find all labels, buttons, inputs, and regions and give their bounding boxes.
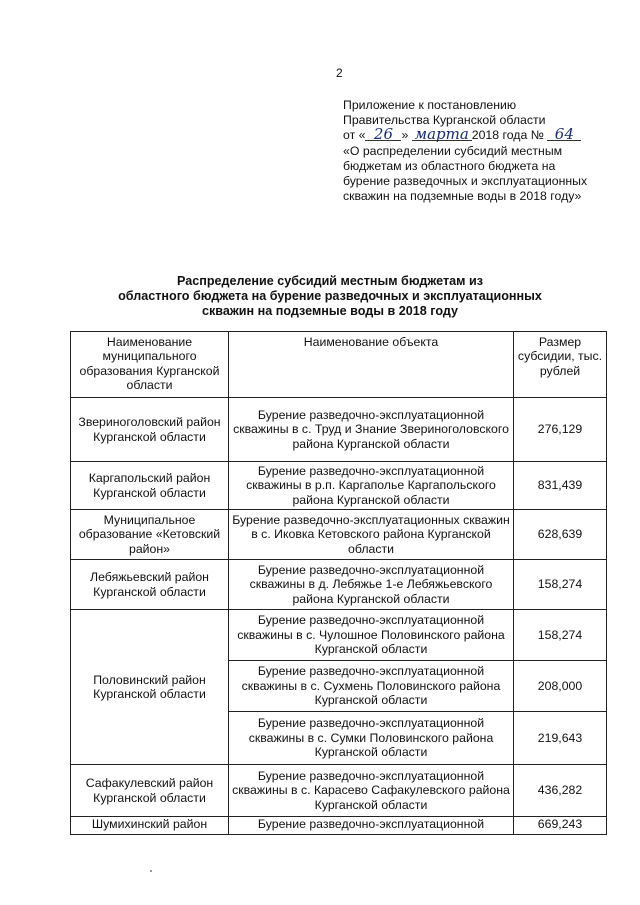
table-header-row: [71, 332, 607, 398]
table-row: [71, 817, 607, 835]
municipality-cell: Муниципальное образование «Кетовский район»: [71, 510, 229, 560]
amount-cell: 436,282: [514, 765, 607, 817]
municipality-cell: Половинский район Курганской области: [71, 610, 229, 765]
municipality-cell: Шумихинский район: [71, 817, 229, 835]
amount-cell: 208,000: [514, 661, 607, 712]
annex-line: Приложение к постановлению: [343, 98, 517, 112]
object-cell: Бурение разведочно-эксплуатационной скважины в с. Труд и Знание Звериноголовского района Курганской области: [229, 398, 514, 462]
municipality-cell: Лебяжьевский район Курганской области: [71, 560, 229, 610]
object-cell: Бурение разведочно-эксплуатационной: [229, 817, 514, 835]
annex-title-line: «О распределении субсидий местным: [343, 143, 563, 158]
municipality-cell: Каргапольский район Курганской области: [71, 462, 229, 510]
object-cell: Бурение разведочно-эксплуатационной скважины в д. Лебяжье 1-е Лебяжьевского района Курганской области: [229, 560, 514, 610]
header-object: Наименование объекта: [229, 332, 514, 398]
header-amount: Размер субсидии, тыс. рублей: [514, 332, 607, 398]
object-cell: Бурение разведочно-эксплуатационной скважины в р.п. Каргаполье Каргапольского района Курганской области: [229, 462, 514, 510]
page-number: 2: [336, 66, 343, 80]
date-mid: »: [401, 128, 409, 143]
handwritten-month: марта: [412, 128, 472, 141]
title-line: скважин на подземные воды в 2018 году: [201, 304, 459, 318]
amount-cell: 158,274: [514, 610, 607, 661]
annex-title-line: бурение разведочных и эксплуатационных: [343, 174, 588, 189]
year-text: 2018 года №: [471, 128, 544, 143]
annex-date-line: [343, 125, 633, 144]
table-row: [71, 765, 607, 817]
subsidy-table: [70, 331, 607, 835]
object-cell: Бурение разведочно-эксплуатационной скважины в с. Чулошное Половинского района Курганской области: [229, 610, 514, 661]
scan-speck: [150, 870, 152, 872]
table-row: [71, 510, 607, 560]
header-municipality: Наименование муниципального образования Курганской области: [71, 332, 229, 398]
title-line: Распределение субсидий местным бюджетам из: [176, 274, 484, 288]
table-row: [71, 560, 607, 610]
annex-title-line: бюджетам из областного бюджета на: [343, 158, 556, 173]
handwritten-number: 64: [547, 128, 581, 141]
amount-cell: 276,129: [514, 398, 607, 462]
amount-cell: 628,639: [514, 510, 607, 560]
document-title: [80, 274, 580, 319]
annex-line: Правительства Курганской области: [343, 113, 546, 128]
amount-cell: 219,643: [514, 712, 607, 765]
object-cell: Бурение разведочно-эксплуатационной скважины в с. Карасево Сафакулевского района Курганской области: [229, 765, 514, 817]
municipality-cell: Звериноголовский район Курганской области: [71, 398, 229, 462]
amount-cell: 669,243: [514, 817, 607, 835]
object-cell: Бурение разведочно-эксплуатационных скважин в с. Иковка Кетовского района Курганской области: [229, 510, 514, 560]
annex-title-line: скважин на подземные воды в 2018 году»: [343, 189, 582, 204]
municipality-cell: Сафакулевский район Курганской области: [71, 765, 229, 817]
table-row: [71, 398, 607, 462]
date-prefix: от «: [343, 128, 366, 143]
amount-cell: 158,274: [514, 560, 607, 610]
handwritten-day: 26: [365, 128, 401, 141]
title-line: областного бюджета на бурение разведочных и эксплуатационных: [118, 289, 542, 303]
object-cell: Бурение разведочно-эксплуатационной скважины в с. Сумки Половинского района Курганской области: [229, 712, 514, 765]
table-row: [71, 610, 607, 661]
table-row: [71, 462, 607, 510]
annex-block: [343, 98, 633, 204]
amount-cell: 831,439: [514, 462, 607, 510]
object-cell: Бурение разведочно-эксплуатационной скважины в с. Сухмень Половинского района Курганской области: [229, 661, 514, 712]
